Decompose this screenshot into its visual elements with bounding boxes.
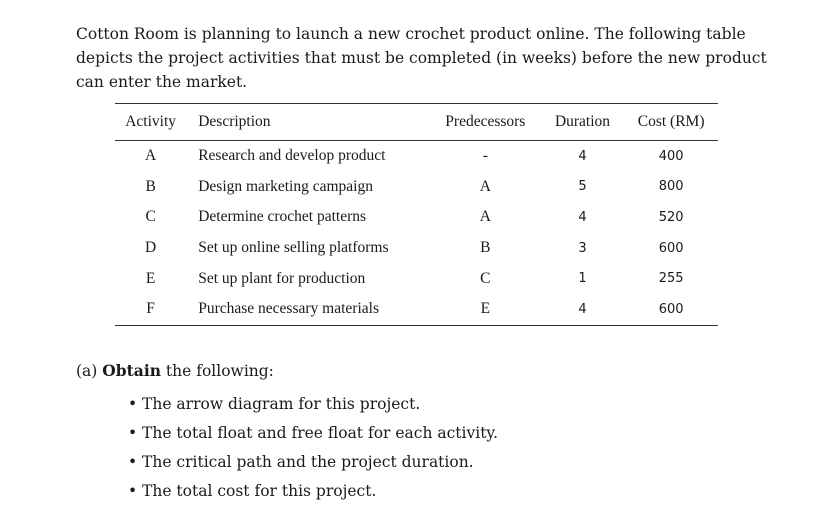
bullet-icon: • xyxy=(128,453,138,471)
cell-duration: 5 xyxy=(578,179,587,195)
table-row xyxy=(115,141,718,172)
table-row xyxy=(115,233,718,264)
activity-table-container xyxy=(115,103,718,326)
cell-predecessors: E xyxy=(480,300,491,318)
table-row xyxy=(115,263,718,294)
table-header xyxy=(115,104,718,141)
list-item-text: The total cost for this project. xyxy=(142,482,377,500)
cell-predecessors: A xyxy=(479,177,491,195)
question-heading xyxy=(76,360,776,382)
table-row xyxy=(115,172,718,203)
cell-cost: 800 xyxy=(658,179,684,195)
list-item-text: The total float and free float for each activity. xyxy=(142,424,499,442)
cell-cost: 600 xyxy=(658,301,684,317)
cell-activity: F xyxy=(146,300,155,318)
question-text: the following: xyxy=(165,362,274,380)
bullet-icon: • xyxy=(128,395,138,413)
cell-predecessors: - xyxy=(482,147,488,165)
header-duration: Duration xyxy=(541,104,624,141)
cell-description: Purchase necessary materials xyxy=(198,300,379,318)
activity-table xyxy=(115,103,718,326)
list-item-text: The arrow diagram for this project. xyxy=(142,395,421,413)
cell-activity: D xyxy=(145,239,157,257)
bullet-icon: • xyxy=(128,482,138,500)
cell-cost: 600 xyxy=(658,240,684,256)
list-item xyxy=(128,477,776,506)
table-row xyxy=(115,202,718,233)
question-a xyxy=(76,360,776,506)
cell-duration: 4 xyxy=(578,148,587,164)
list-item xyxy=(128,448,776,477)
table-body xyxy=(115,141,718,326)
list-item xyxy=(128,390,776,419)
cell-activity: A xyxy=(145,147,157,165)
cell-description: Research and develop product xyxy=(198,147,386,165)
question-verb: Obtain xyxy=(102,361,161,380)
cell-cost: 520 xyxy=(658,209,684,225)
header-description: Description xyxy=(186,104,430,141)
intro-paragraph: Cotton Room is planning to launch a new crochet product online. The following table depicts the project activities that must be completed (in weeks) before the new product can enter the market. xyxy=(76,25,767,91)
cell-predecessors: B xyxy=(480,239,491,257)
cell-duration: 1 xyxy=(578,271,587,287)
table-row xyxy=(115,294,718,325)
cell-predecessors: A xyxy=(479,208,491,226)
cell-predecessors: C xyxy=(480,269,491,287)
cell-description: Determine crochet patterns xyxy=(198,208,367,226)
list-item xyxy=(128,419,776,448)
header-row xyxy=(115,104,718,141)
bullet-icon: • xyxy=(128,424,138,442)
task-list xyxy=(76,390,776,506)
cell-description: Set up online selling platforms xyxy=(198,239,389,257)
cell-activity: E xyxy=(145,269,156,287)
cell-activity: B xyxy=(145,177,156,195)
cell-duration: 4 xyxy=(578,301,587,317)
cell-description: Set up plant for production xyxy=(198,269,366,287)
header-predecessors: Predecessors xyxy=(430,104,541,141)
list-item-text: The critical path and the project duration. xyxy=(142,453,474,471)
cell-cost: 255 xyxy=(658,271,684,287)
cell-description: Design marketing campaign xyxy=(198,177,373,195)
cell-duration: 4 xyxy=(578,209,587,225)
header-activity: Activity xyxy=(115,104,186,141)
question-label: (a) xyxy=(76,362,98,380)
cell-cost: 400 xyxy=(658,148,684,164)
header-cost: Cost (RM) xyxy=(624,104,718,141)
cell-activity: C xyxy=(145,208,156,226)
cell-duration: 3 xyxy=(578,240,587,256)
